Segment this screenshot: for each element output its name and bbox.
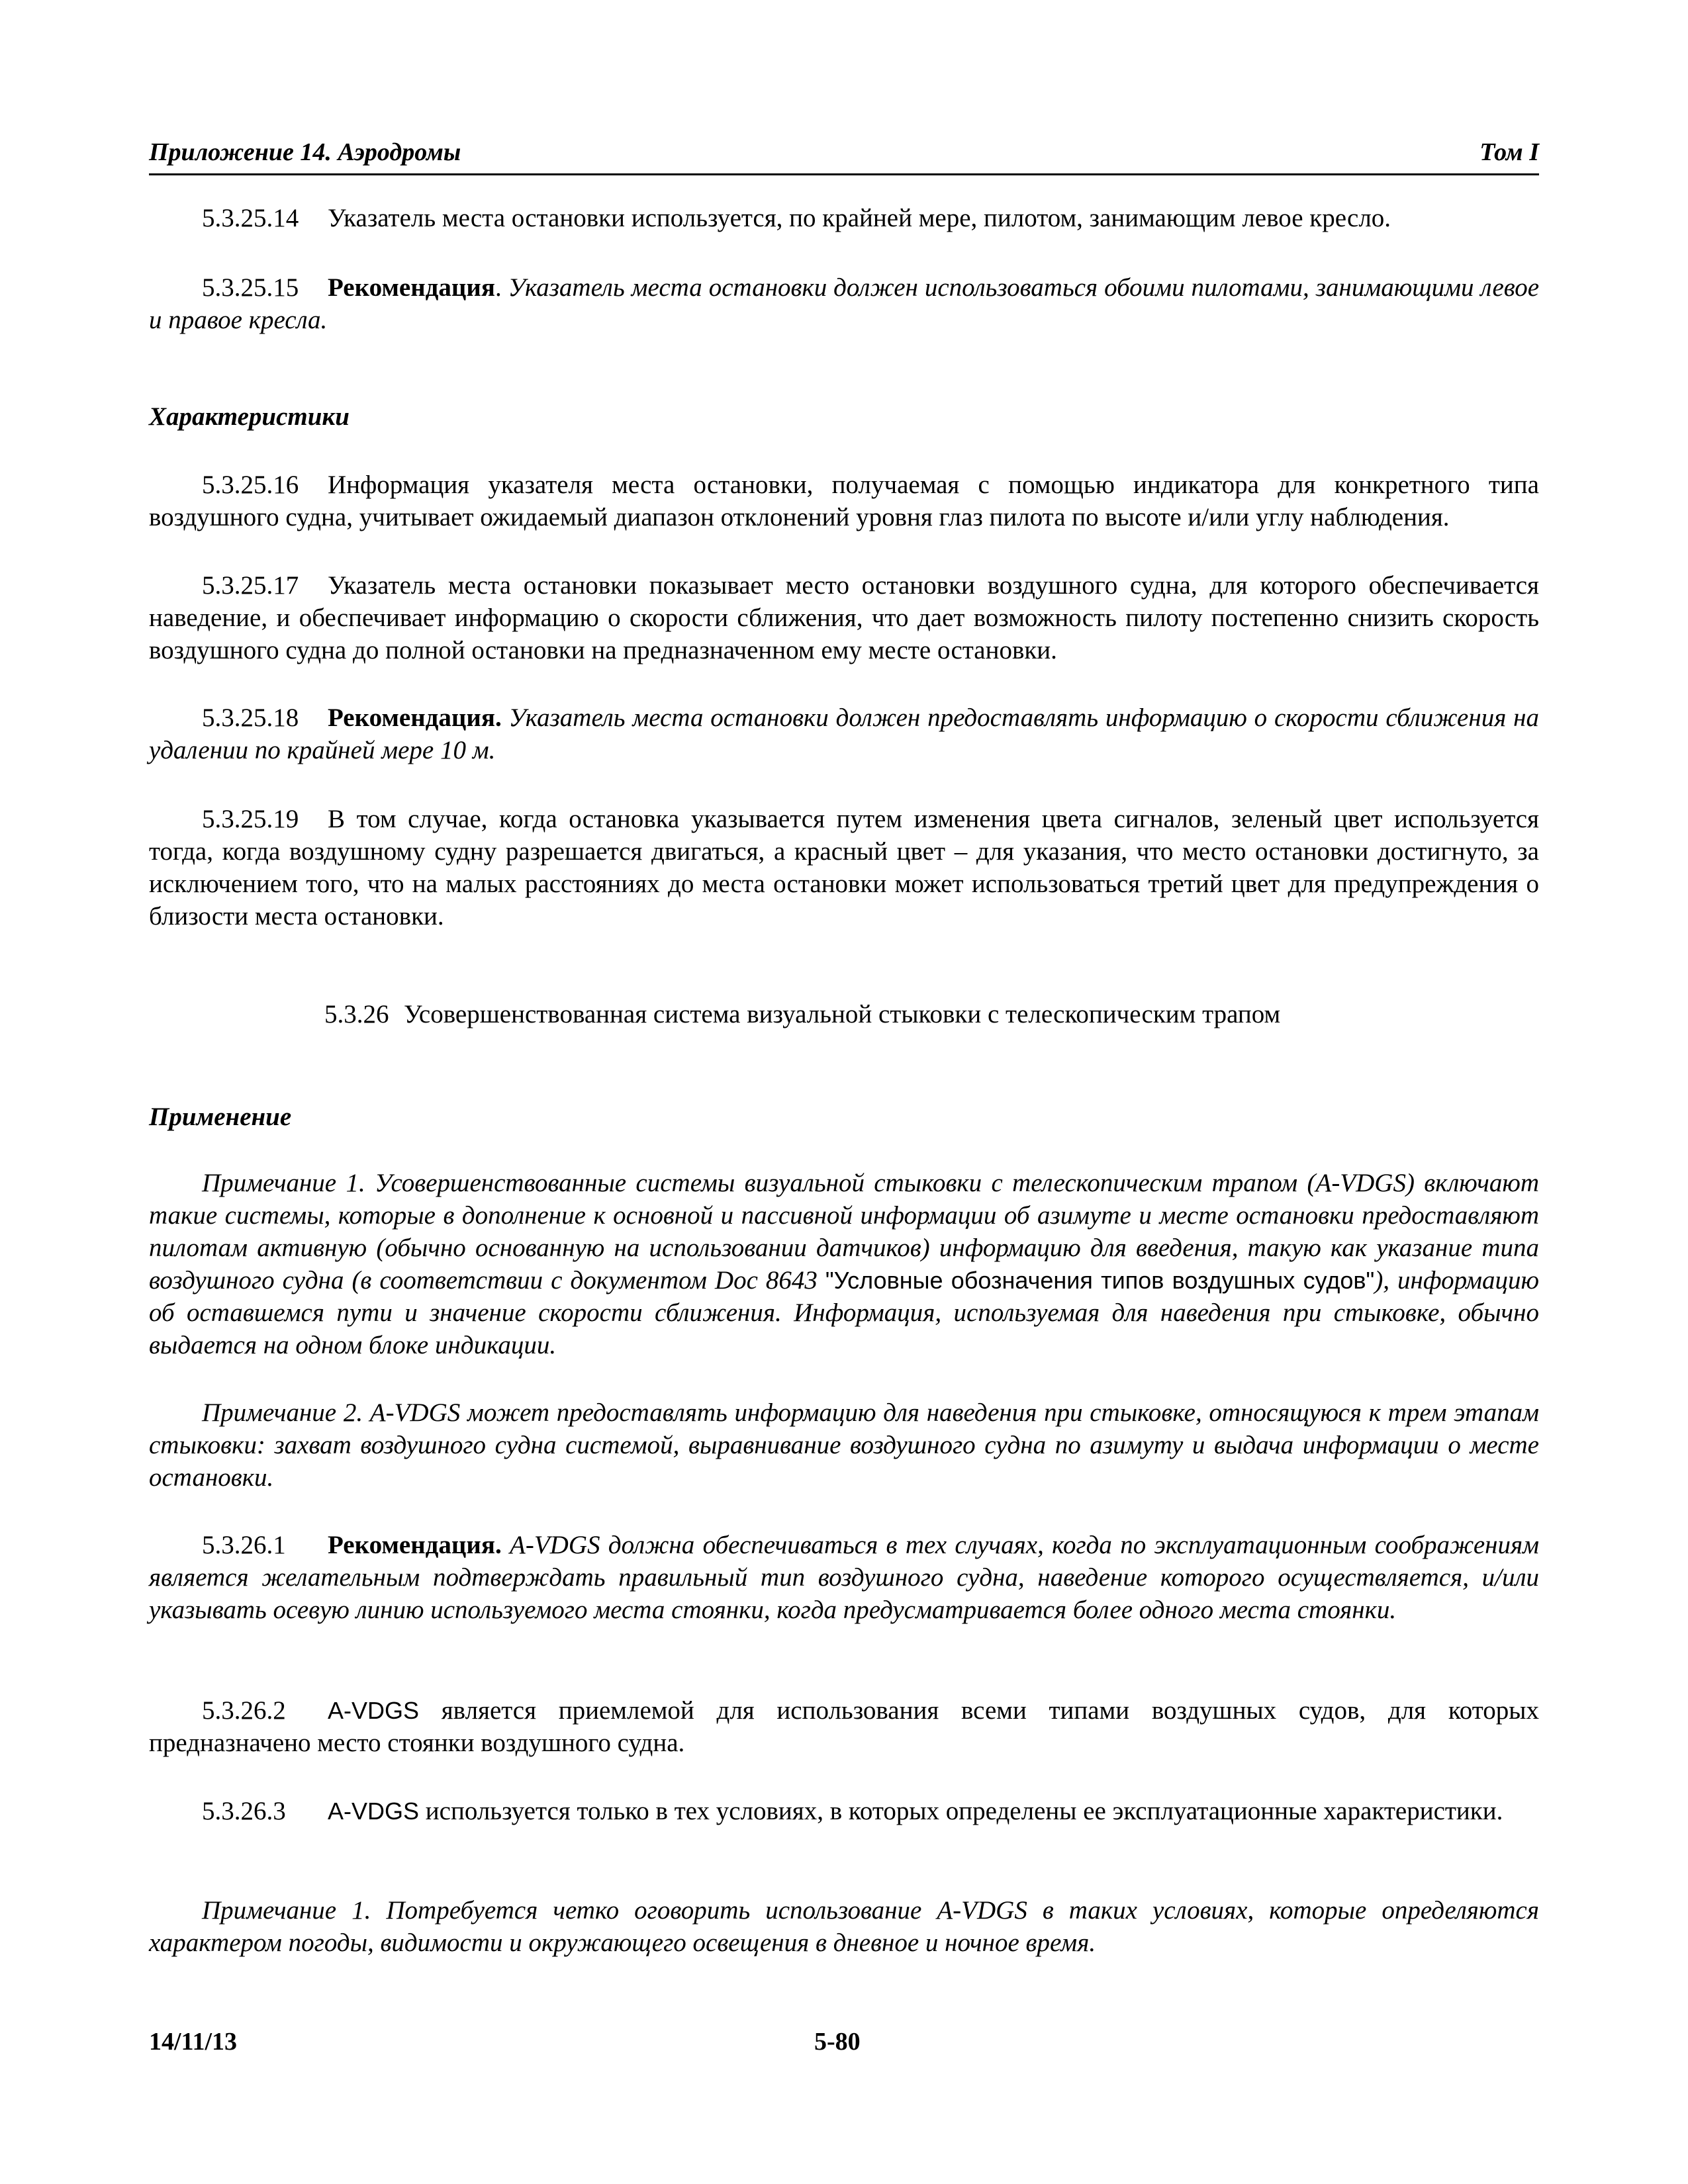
paragraph-text: В том случае, когда остановка указывается путем изменения цвета сигналов, зеленый цвет используется тогда, когда воздушному судну разрешается двигаться, а красный цвет – для указания, что место остановки достигнуто, за исключением того, что на малых расстояниях до места остановки может использоваться третий цвет для предупреждения о близости места остановки. bbox=[149, 805, 1539, 931]
label-punct: . bbox=[494, 273, 502, 302]
paragraph-5-3-25-15 bbox=[149, 271, 1539, 336]
paragraph-text: используется только в тех условиях, в которых определены ее эксплуатационные характеристики. bbox=[425, 1797, 1503, 1825]
footer-page-number: 5-80 bbox=[814, 2028, 861, 2056]
avdgs-term: A-VDGS bbox=[328, 1797, 420, 1825]
heading-application: Применение bbox=[149, 1103, 292, 1131]
recommendation-label: Рекомендация bbox=[328, 273, 495, 302]
paragraph-number: 5.3.25.15 bbox=[202, 273, 299, 302]
paragraph-number: 5.3.25.14 bbox=[202, 204, 299, 232]
paragraph-number: 5.3.25.16 bbox=[202, 471, 299, 499]
paragraph-5-3-25-18 bbox=[149, 702, 1539, 766]
header-title: Приложение 14. Аэродромы bbox=[149, 138, 461, 166]
paragraph-5-3-26-2 bbox=[149, 1694, 1539, 1759]
paragraph-5-3-25-17 bbox=[149, 569, 1539, 666]
paragraph-number: 5.3.26.3 bbox=[202, 1797, 286, 1825]
paragraph-5-3-26-1 bbox=[149, 1529, 1539, 1626]
paragraph-number: 5.3.25.19 bbox=[202, 805, 299, 833]
paragraph-number: 5.3.26.2 bbox=[202, 1696, 286, 1725]
section-title: Усовершенствованная система визуальной стыковки с телескопическим трапом bbox=[404, 1000, 1281, 1028]
page-header bbox=[149, 132, 1539, 175]
paragraph-number: 5.3.25.18 bbox=[202, 704, 299, 732]
note-text: Примечание 2. A-VDGS может предоставлять информацию для наведения при стыковке, относящуюся к трем этапам стыковки: захват воздушного судна системой, выравнивание воздушного судна по азимуту и выдача информации о месте остановки. bbox=[149, 1398, 1539, 1492]
heading-characteristics: Характеристики bbox=[149, 402, 350, 431]
section-number: 5.3.26 bbox=[324, 1000, 389, 1028]
header-volume: Том I bbox=[1479, 138, 1539, 166]
note-text-cont: ), информацию об оставшемся пути и значение скорости сближения. Информация, используемая для наведения при стыковке, обычно выдается на одном блоке индикации. bbox=[149, 1266, 1540, 1359]
note-1-conditions bbox=[149, 1894, 1539, 1959]
paragraph-text: Информация указателя места остановки, получаемая с помощью индикатора для конкретного типа воздушного судна, учитывает ожидаемый диапазон отклонений уровня глаз пилота по высоте и/или углу наблюдения. bbox=[149, 471, 1539, 531]
paragraph-5-3-25-19 bbox=[149, 803, 1539, 933]
paragraph-5-3-26-3 bbox=[149, 1795, 1539, 1827]
footer-date: 14/11/13 bbox=[149, 2028, 238, 2056]
paragraph-text: A-VDGS должна обеспечиваться в тех случаях, когда по эксплуатационным соображениям является желательным подтверждать правильный тип воздушного судна, наведение которого осуществляется, и/или указывать осевую линию используемого места стоянки, когда предусматривается более одного места стоянки. bbox=[149, 1531, 1539, 1624]
paragraph-text: Указатель места остановки используется, по крайней мере, пилотом, занимающим левое кресло. bbox=[328, 204, 1391, 232]
note-text: Примечание 1. Усовершенствованные системы визуальной стыковки с телескопическим трапом (A-VDGS) включают такие системы, которые в дополнение к основной и пассивной информации об азимуте и месте остановки предоставляют пилотам активную (обычно основанную на использовании датчиков) информацию для введения, такую как указание типа воздушного судна (в соответствии с документом Doc 8643 bbox=[149, 1169, 1539, 1295]
note-quote: "Условные обозначения типов воздушных судов" bbox=[825, 1267, 1375, 1294]
paragraph-text: Указатель места остановки должен предоставлять информацию о скорости сближения на удалении по крайней мере 10 м. bbox=[149, 704, 1540, 764]
note-1-application bbox=[149, 1167, 1539, 1361]
note-text: Примечание 1. Потребуется четко оговорить использование A-VDGS в таких условиях, которые определяются характером погоды, видимости и окружающего освещения в дневное и ночное время. bbox=[149, 1896, 1539, 1957]
paragraph-5-3-25-14 bbox=[149, 202, 1539, 234]
note-2-application bbox=[149, 1396, 1539, 1494]
section-heading-5-3-26 bbox=[149, 999, 1688, 1029]
paragraph-5-3-25-16 bbox=[149, 469, 1539, 533]
paragraph-text: Указатель места остановки показывает место остановки воздушного судна, для которого обеспечивается наведение, и обеспечивает информацию о скорости сближения, что дает возможность пилоту постепенно снизить скорость воздушного судна до полной остановки на предназначенном ему месте остановки. bbox=[149, 571, 1539, 664]
paragraph-text: является приемлемой для использования всеми типами воздушных судов, для которых предназначено место стоянки воздушного судна. bbox=[149, 1696, 1539, 1757]
paragraph-number: 5.3.25.17 bbox=[202, 571, 299, 600]
recommendation-label: Рекомендация. bbox=[328, 704, 502, 732]
paragraph-text: Указатель места остановки должен использоваться обоими пилотами, занимающими левое и правое кресла. bbox=[149, 273, 1540, 334]
avdgs-term: A-VDGS bbox=[328, 1697, 420, 1724]
recommendation-label: Рекомендация. bbox=[328, 1531, 502, 1559]
paragraph-number: 5.3.26.1 bbox=[202, 1531, 286, 1559]
